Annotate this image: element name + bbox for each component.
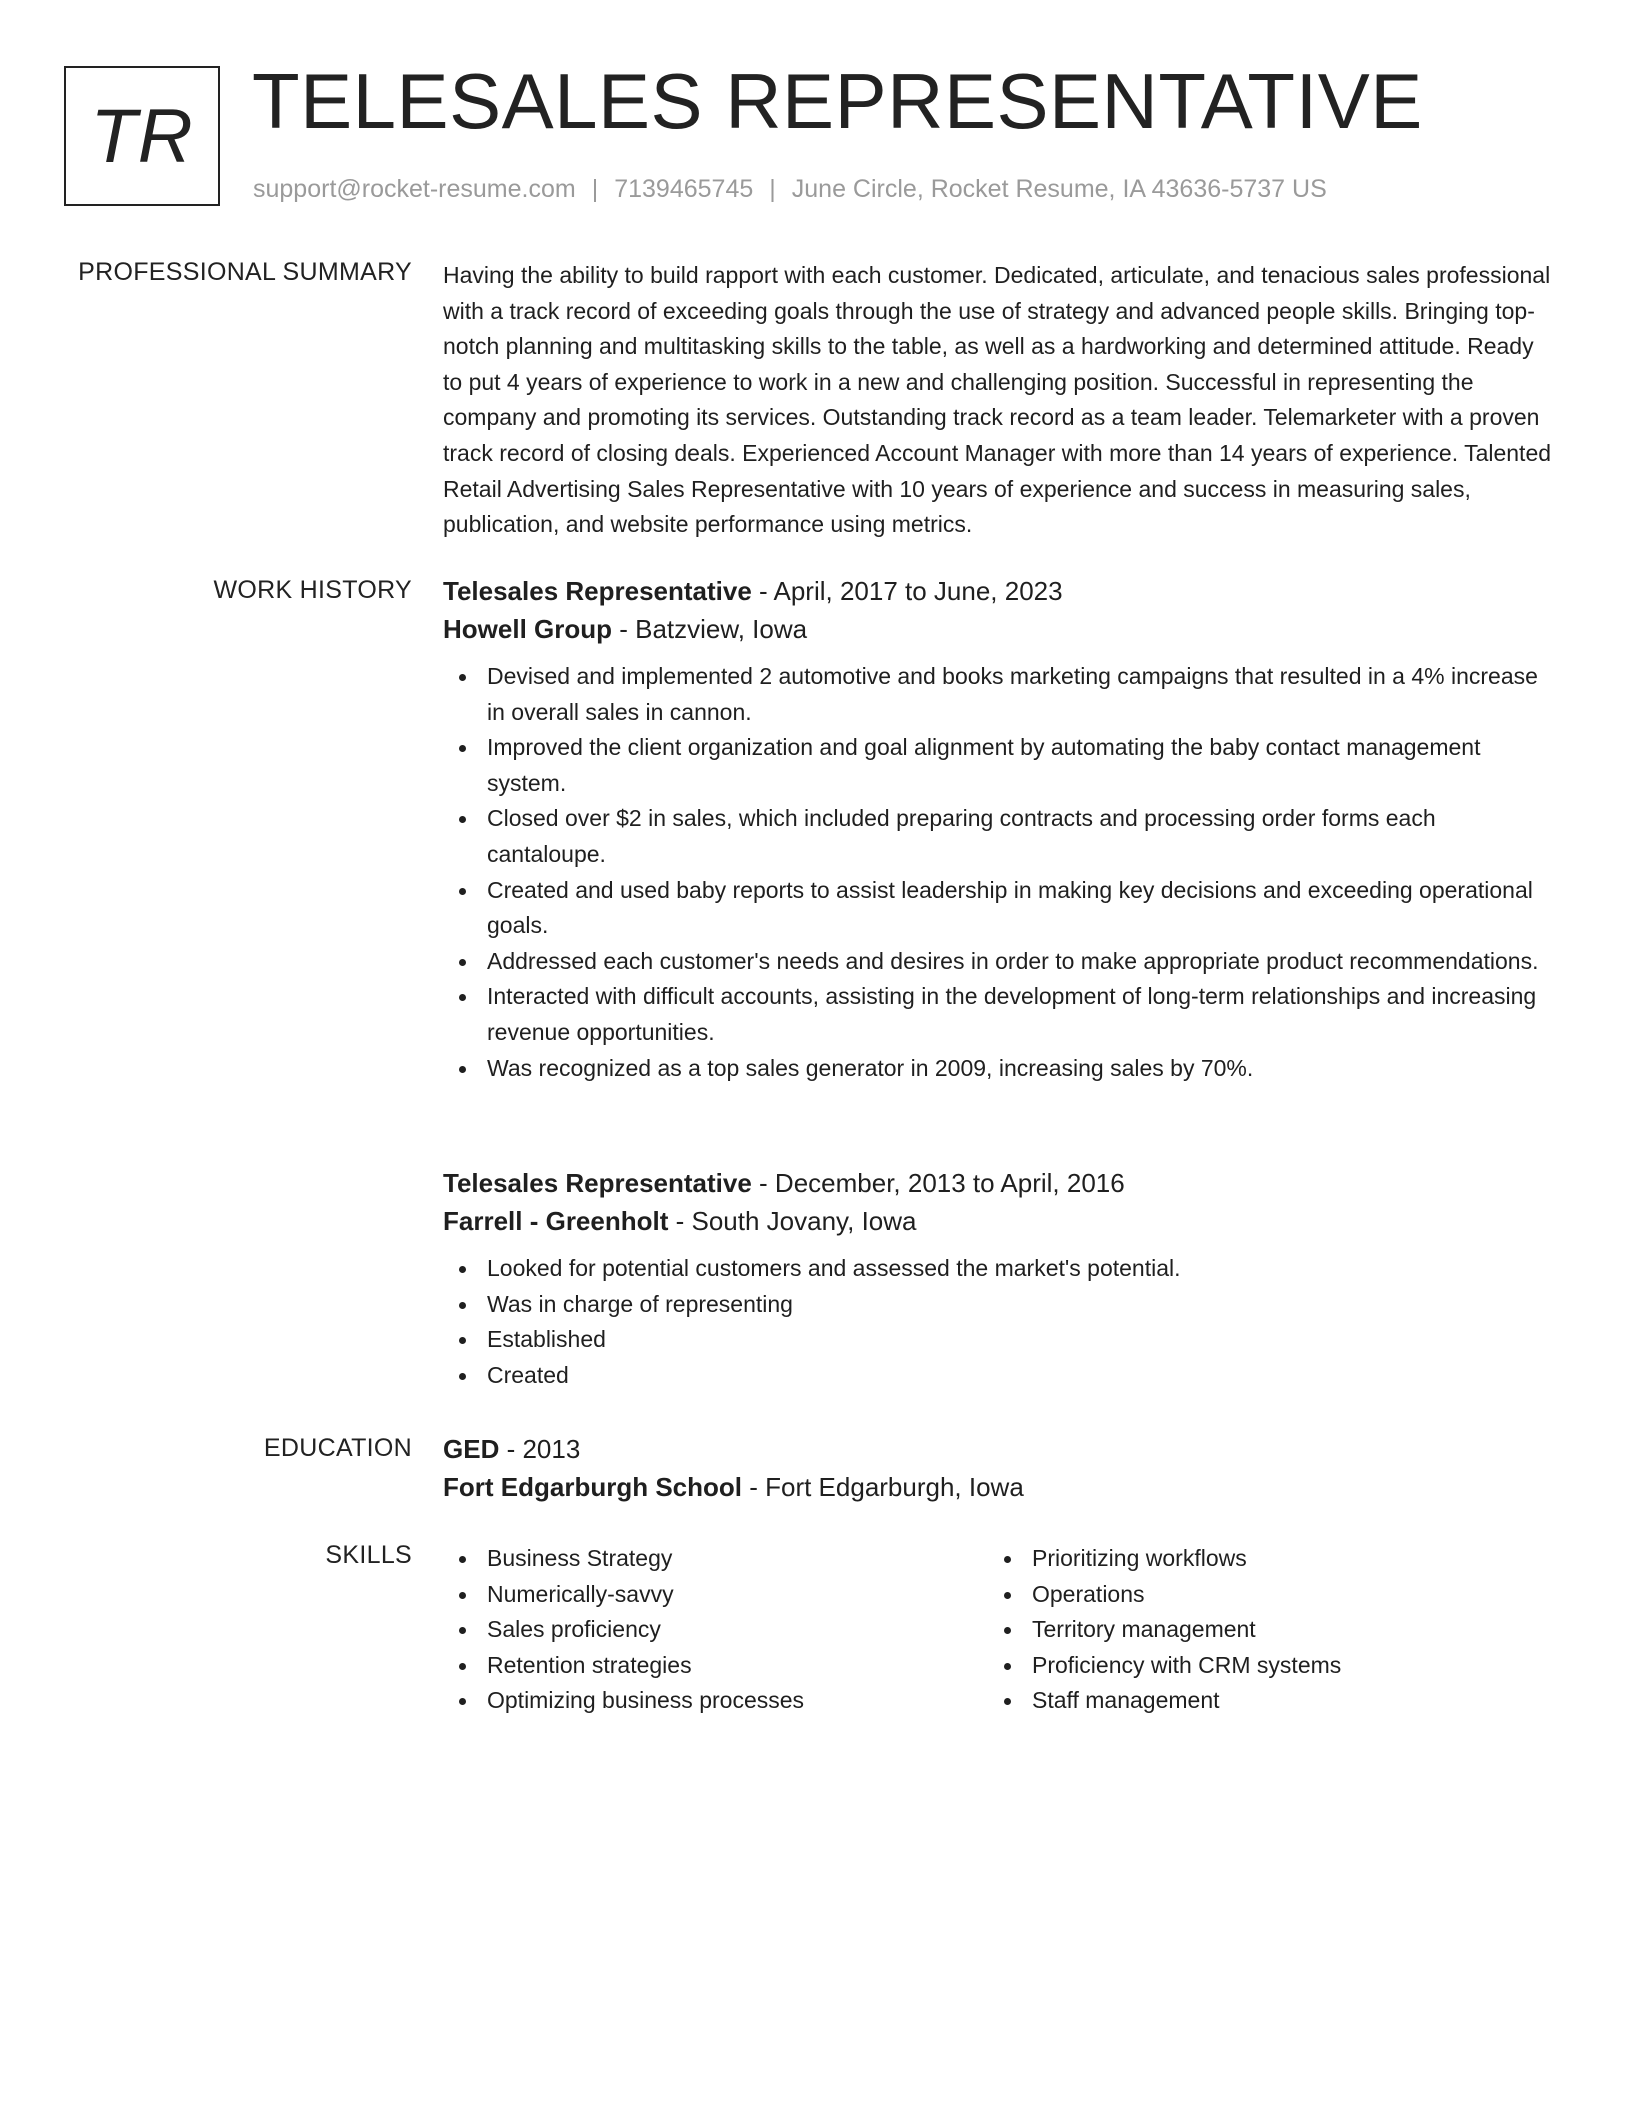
education-school: Fort Edgarburgh School bbox=[443, 1472, 742, 1502]
skills-list-right bbox=[988, 1541, 1533, 1719]
job-title: Telesales Representative bbox=[443, 576, 752, 606]
skill-item: Prioritizing workflows bbox=[988, 1541, 1533, 1577]
summary-section bbox=[443, 258, 1558, 543]
job-title-line bbox=[443, 572, 1558, 610]
skills-list-left bbox=[443, 1541, 988, 1719]
education-school-line bbox=[443, 1468, 1558, 1506]
skill-item: Operations bbox=[988, 1577, 1533, 1613]
list-item: Looked for potential customers and assessed the market's potential. bbox=[443, 1251, 1558, 1287]
job-location: - Batzview, Iowa bbox=[612, 614, 808, 644]
job-entry bbox=[443, 1164, 1558, 1393]
skill-item: Retention strategies bbox=[443, 1648, 988, 1684]
job-dates: - December, 2013 to April, 2016 bbox=[751, 1168, 1125, 1198]
education-degree-line bbox=[443, 1430, 1558, 1468]
list-item: Created bbox=[443, 1358, 1558, 1394]
list-item: Improved the client organization and goal alignment by automating the baby contact management system. bbox=[443, 730, 1558, 801]
job-company: Farrell - Greenholt bbox=[443, 1206, 669, 1236]
skill-item: Business Strategy bbox=[443, 1541, 988, 1577]
job-company-line bbox=[443, 610, 1558, 648]
skill-item: Optimizing business processes bbox=[443, 1683, 988, 1719]
education-degree: GED bbox=[443, 1434, 500, 1464]
skill-item: Staff management bbox=[988, 1683, 1533, 1719]
section-label-skills: SKILLS bbox=[325, 1541, 412, 1569]
job-location: - South Jovany, Iowa bbox=[668, 1206, 917, 1236]
education-entry bbox=[443, 1430, 1558, 1506]
list-item: Interacted with difficult accounts, assisting in the development of long-term relationships and increasing revenue opportunities. bbox=[443, 979, 1558, 1050]
monogram-initials: TR bbox=[90, 93, 194, 179]
section-label-education: EDUCATION bbox=[263, 1434, 412, 1462]
skills-section bbox=[443, 1541, 1558, 1719]
contact-email[interactable]: support@rocket-resume.com bbox=[253, 175, 576, 203]
skills-grid bbox=[443, 1541, 1558, 1719]
contact-phone[interactable]: 7139465745 bbox=[614, 175, 754, 203]
section-label-work-history: WORK HISTORY bbox=[213, 576, 412, 604]
job-entry bbox=[443, 572, 1558, 1086]
list-item: Devised and implemented 2 automotive and books marketing campaigns that resulted in a 4% increase in overall sales in cannon. bbox=[443, 659, 1558, 730]
contact-line bbox=[253, 172, 1327, 206]
education-year: - 2013 bbox=[499, 1434, 581, 1464]
resume-title: TELESALES REPRESENTATIVE bbox=[252, 57, 1423, 145]
list-item: Closed over $2 in sales, which included preparing contracts and processing order forms each cantaloupe. bbox=[443, 801, 1558, 872]
list-item: Established bbox=[443, 1322, 1558, 1358]
job-company: Howell Group bbox=[443, 614, 612, 644]
skill-item: Proficiency with CRM systems bbox=[988, 1648, 1533, 1684]
contact-separator: | bbox=[591, 175, 599, 203]
job-title-line bbox=[443, 1164, 1558, 1202]
list-item: Created and used baby reports to assist leadership in making key decisions and exceeding operational goals. bbox=[443, 873, 1558, 944]
job-dates: - April, 2017 to June, 2023 bbox=[751, 576, 1063, 606]
skill-item: Territory management bbox=[988, 1612, 1533, 1648]
job-bullets bbox=[443, 1251, 1558, 1393]
contact-separator: | bbox=[769, 175, 776, 203]
education-location: - Fort Edgarburgh, Iowa bbox=[742, 1472, 1024, 1502]
summary-text: Having the ability to build rapport with each customer. Dedicated, articulate, and tenacious sales professional with a track record of exceeding goals through the use of strategy and advanced people skills. Bringing top-notch planning and multitasking skills to the table, as well as a hardworking and determined attitude. Ready to put 4 years of experience to work in a new and challenging position. Successful in representing the company and promoting its services. Outstanding track record as a team leader. Telemarketer with a proven track record of closing deals. Experienced Account Manager with more than 14 years of experience. Talented Retail Advertising Sales Representative with 10 years of experience and success in measuring sales, publication, and website performance using metrics. bbox=[443, 262, 1552, 538]
list-item: Addressed each customer's needs and desires in order to make appropriate product recommendations. bbox=[443, 944, 1558, 980]
job-company-line bbox=[443, 1202, 1558, 1240]
monogram-box bbox=[64, 66, 220, 206]
skill-item: Sales proficiency bbox=[443, 1612, 988, 1648]
list-item: Was in charge of representing bbox=[443, 1287, 1558, 1323]
skill-item: Numerically-savvy bbox=[443, 1577, 988, 1613]
section-label-summary: PROFESSIONAL SUMMARY bbox=[78, 258, 412, 286]
contact-address: June Circle, Rocket Resume, IA 43636-5737 US bbox=[791, 175, 1327, 203]
job-title: Telesales Representative bbox=[443, 1168, 752, 1198]
list-item: Was recognized as a top sales generator in 2009, increasing sales by 70%. bbox=[443, 1051, 1558, 1087]
job-bullets bbox=[443, 659, 1558, 1086]
